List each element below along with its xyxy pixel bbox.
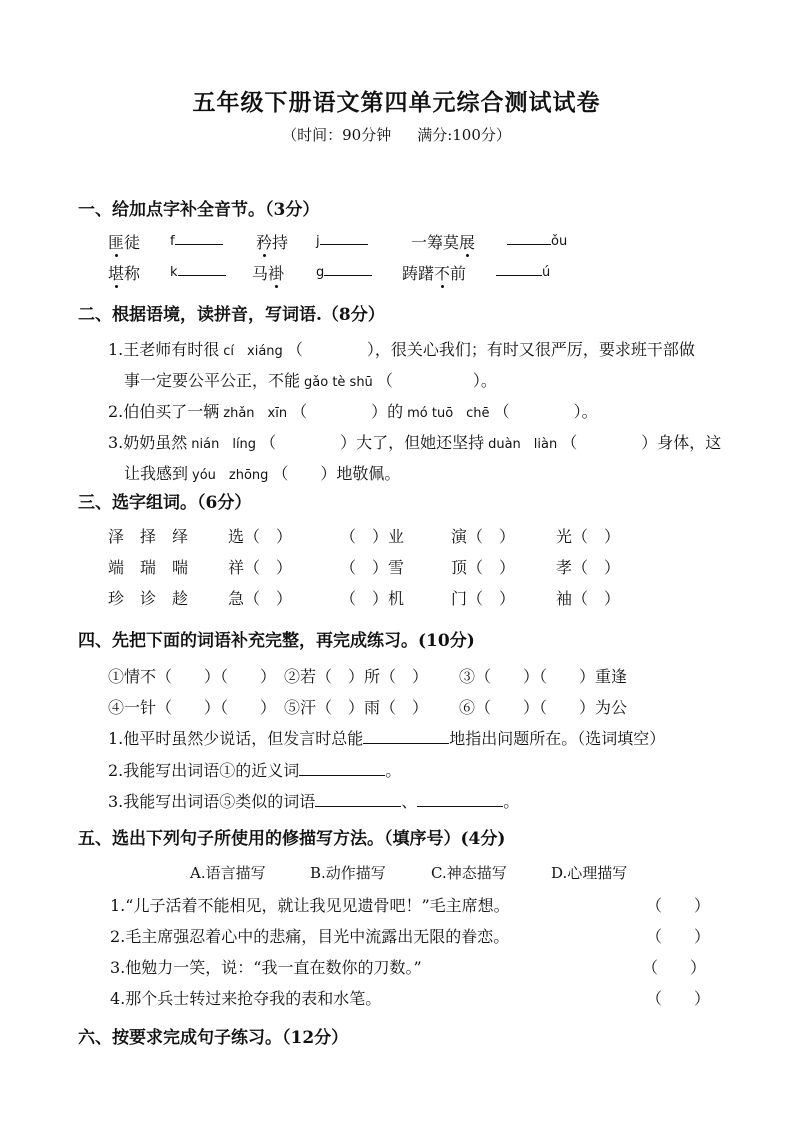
blank-prefix: j bbox=[316, 234, 320, 249]
s4-word: ②若（ ）所（ ） bbox=[284, 667, 429, 686]
s1-item bbox=[256, 230, 288, 253]
s3-cell: 袖（ ） bbox=[556, 589, 621, 608]
s5-item: 3.他勉力一笑，说：“我一直在数你的刀数。” bbox=[110, 958, 422, 977]
s1-blank bbox=[496, 261, 550, 280]
s4-word: ①情不（ ）（ ） bbox=[108, 667, 277, 686]
s5-answer[interactable]: （ ） bbox=[642, 958, 707, 977]
s3-cell: 选（ ） bbox=[228, 527, 293, 546]
text: （ ）。 bbox=[493, 402, 598, 421]
s5-answer[interactable]: （ ） bbox=[646, 896, 711, 915]
s3-row-chars: 泽 择 绎 bbox=[108, 527, 189, 546]
s4-question-1 bbox=[108, 726, 665, 749]
text: （ ）。 bbox=[376, 371, 497, 390]
text: 让我感到 bbox=[124, 464, 189, 483]
text: （ ）的 bbox=[291, 402, 404, 421]
answer-blank[interactable] bbox=[320, 230, 368, 245]
text: 3.奶奶虽然 bbox=[108, 433, 188, 452]
blank-suffix: ǒu bbox=[551, 234, 568, 249]
section-1-heading: 一、给加点字补全音节。（3分） bbox=[78, 200, 320, 220]
dotted-char: 矜 bbox=[256, 233, 273, 252]
exam-time: （时间：90分钟 bbox=[282, 126, 392, 144]
answer-blank[interactable] bbox=[417, 792, 503, 807]
word-rest: 持 bbox=[272, 233, 289, 252]
pinyin: mó tuō chē bbox=[407, 406, 490, 421]
blank-prefix: f bbox=[170, 234, 175, 249]
dotted-char: 匪 bbox=[108, 233, 125, 252]
exam-info bbox=[0, 124, 793, 145]
dotted-char: 堪 bbox=[108, 264, 125, 283]
pinyin: gǎo tè shū bbox=[304, 375, 373, 390]
answer-blank[interactable] bbox=[299, 761, 385, 776]
s3-row-chars: 端 瑞 喘 bbox=[108, 558, 189, 577]
s5-option: A.语言描写 bbox=[190, 864, 266, 882]
s5-option: C.神态描写 bbox=[431, 864, 507, 882]
text: 。 bbox=[503, 792, 520, 811]
text: 1.他平时虽然少说话，但发言时总能 bbox=[108, 729, 364, 748]
text: 。 bbox=[385, 761, 402, 780]
s1-item bbox=[411, 230, 475, 253]
text: 事一定要公平公正，不能 bbox=[124, 371, 301, 390]
answer-blank[interactable] bbox=[315, 792, 401, 807]
s4-word: ④一针（ ）（ ） bbox=[108, 698, 277, 717]
s5-answer[interactable]: （ ） bbox=[646, 927, 711, 946]
section-6-heading: 六、按要求完成句子练习。（12分） bbox=[78, 1028, 349, 1048]
s3-row-chars: 珍 诊 趁 bbox=[108, 589, 189, 608]
s4-word: ⑤汗（ ）雨（ ） bbox=[284, 698, 429, 717]
s4-question-2 bbox=[108, 758, 401, 781]
s5-item: 2.毛主席强忍着心中的悲痛，目光中流露出无限的眷恋。 bbox=[110, 927, 510, 946]
pinyin: duàn liàn bbox=[488, 437, 558, 452]
s3-cell: （ ）业 bbox=[340, 527, 405, 546]
s1-item bbox=[108, 261, 140, 284]
pinyin: cí xiáng bbox=[223, 344, 283, 359]
s1-item bbox=[108, 230, 140, 253]
s2-line-4 bbox=[108, 430, 721, 453]
s5-item: 4.那个兵士转过来抢夺我的表和水笔。 bbox=[110, 989, 382, 1008]
s2-line-3 bbox=[108, 399, 598, 422]
s4-word: ⑥（ ）（ ）为公 bbox=[459, 698, 628, 717]
s3-cell: 门（ ） bbox=[451, 589, 516, 608]
answer-blank[interactable] bbox=[178, 261, 226, 276]
section-4-heading: 四、先把下面的词语补充完整，再完成练习。(10分) bbox=[78, 631, 475, 651]
s2-line-5 bbox=[124, 461, 400, 484]
section-2-heading: 二、根据语境，读拼音，写词语.（8分） bbox=[78, 305, 385, 325]
dotted-char: 褂 bbox=[268, 264, 285, 283]
blank-prefix: k bbox=[170, 265, 178, 280]
pinyin: nián líng bbox=[191, 437, 257, 452]
s5-answer[interactable]: （ ） bbox=[646, 989, 711, 1008]
s3-cell: 顶（ ） bbox=[451, 558, 516, 577]
s3-cell: 孝（ ） bbox=[556, 558, 621, 577]
s2-line-2 bbox=[124, 368, 497, 391]
s3-cell: （ ）雪 bbox=[340, 558, 405, 577]
text: 3.我能写出词语⑤类似的词语 bbox=[108, 792, 316, 811]
text: （ ）大了，但她还坚持 bbox=[260, 433, 485, 452]
answer-blank[interactable] bbox=[496, 261, 542, 276]
text: 2.伯伯买了一辆 bbox=[108, 402, 220, 421]
s3-cell: 祥（ ） bbox=[228, 558, 293, 577]
text: （ ）地敬佩。 bbox=[272, 464, 401, 483]
section-3-heading: 三、选字组词。（6分） bbox=[78, 493, 252, 513]
blank-prefix: g bbox=[316, 265, 325, 280]
s1-blank bbox=[170, 261, 226, 280]
pinyin: zhǎn xīn bbox=[223, 406, 288, 421]
answer-blank[interactable] bbox=[175, 230, 223, 245]
text: 地指出问题所在。（选词填空） bbox=[449, 729, 666, 748]
s5-option: B.动作描写 bbox=[310, 864, 386, 882]
blank-suffix: ú bbox=[542, 265, 551, 280]
text: 、 bbox=[401, 792, 418, 811]
s1-blank bbox=[170, 230, 223, 249]
s1-item bbox=[252, 261, 284, 284]
s3-cell: 光（ ） bbox=[556, 527, 621, 546]
s2-line-1 bbox=[108, 337, 695, 360]
word-rest: 踌 bbox=[402, 264, 419, 283]
answer-blank[interactable] bbox=[324, 261, 372, 276]
word-rest: 马 bbox=[252, 264, 269, 283]
s3-cell: 急（ ） bbox=[228, 589, 293, 608]
dotted-char: 展 bbox=[459, 233, 476, 252]
text: 2.我能写出词语①的近义词 bbox=[108, 761, 300, 780]
answer-blank[interactable] bbox=[363, 729, 449, 744]
s1-blank bbox=[507, 230, 567, 249]
s3-cell: 演（ ） bbox=[451, 527, 516, 546]
s5-option: D.心理描写 bbox=[551, 864, 628, 882]
answer-blank[interactable] bbox=[507, 230, 551, 245]
pinyin: yóu zhōng bbox=[192, 468, 269, 483]
word-rest: 一筹莫 bbox=[411, 233, 460, 252]
word-rest: 徒 bbox=[124, 233, 141, 252]
s1-item bbox=[402, 261, 466, 284]
text: 1.王老师有时很 bbox=[108, 340, 220, 359]
text: （ ），很关心我们；有时又很严厉，要求班干部做 bbox=[286, 340, 695, 359]
s5-item: 1.“儿子活着不能相见，就让我见见遗骨吧！”毛主席想。 bbox=[110, 896, 510, 915]
s1-blank bbox=[316, 261, 372, 280]
s1-blank bbox=[316, 230, 368, 249]
word-rest: 称 bbox=[124, 264, 141, 283]
exam-score: 满分:100分） bbox=[417, 126, 511, 144]
s3-cell: （ ）机 bbox=[340, 589, 405, 608]
dotted-char: 躇不前 bbox=[418, 264, 467, 283]
text: （ ）身体，这 bbox=[561, 433, 722, 452]
s4-question-3 bbox=[108, 789, 519, 812]
page-title: 五年级下册语文第四单元综合测试试卷 bbox=[192, 89, 601, 116]
section-5-heading: 五、选出下列句子所使用的修描写方法。（填序号）(4分) bbox=[78, 829, 506, 849]
s4-word: ③（ ）（ ）重逢 bbox=[459, 667, 628, 686]
